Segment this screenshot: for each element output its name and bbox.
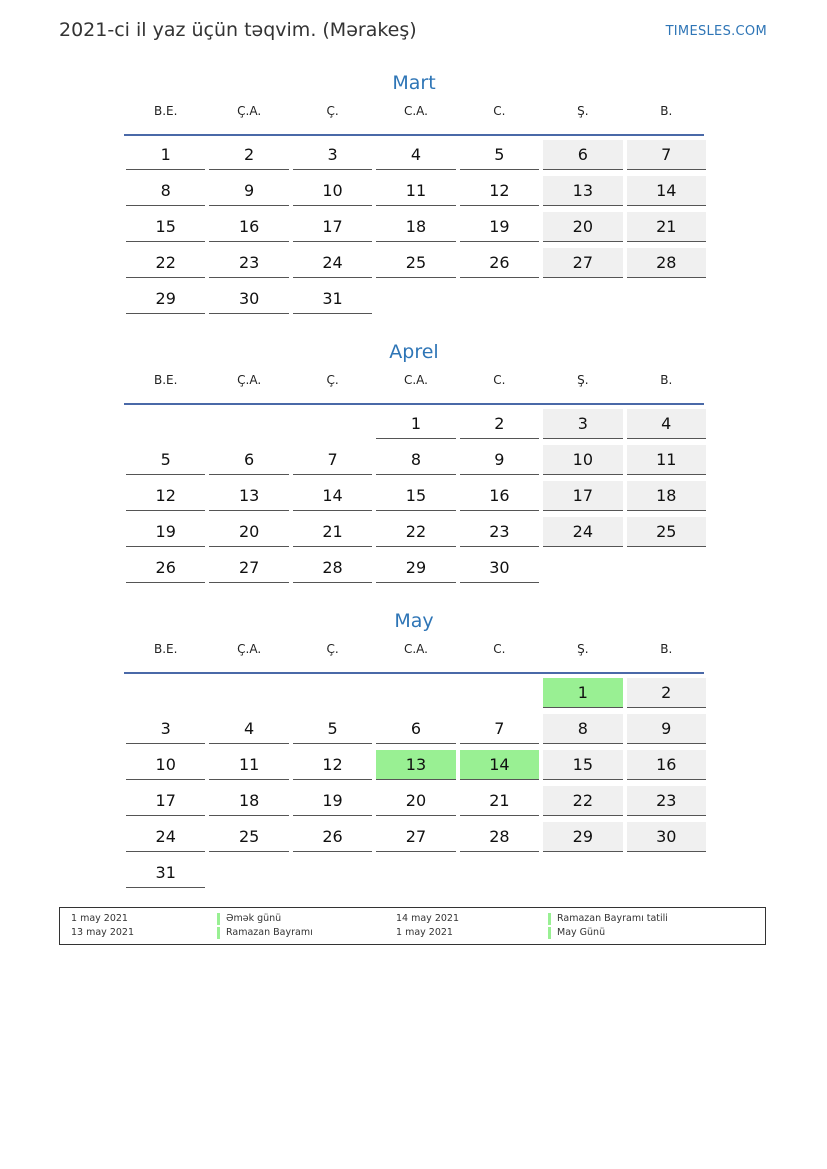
empty-cell [209,409,288,439]
day-cell: 1 [376,409,455,439]
day-cell: 17 [293,212,372,242]
day-cell: 24 [293,248,372,278]
month-title: Mart [392,72,436,94]
month-title: May [394,610,434,632]
weekday-label: C.A. [403,642,428,656]
day-cell-weekend: 18 [627,481,706,511]
day-cell: 30 [209,284,288,314]
legend-holiday-name: Ramazan Bayramı [217,927,313,939]
weekday-header [124,98,704,136]
empty-cell [293,409,372,439]
day-cell: 23 [209,248,288,278]
weekday-label: Ş. [577,373,589,387]
empty-cell [293,678,372,708]
legend-date: 14 may 2021 [396,913,460,924]
day-cell: 20 [376,786,455,816]
day-cell: 27 [209,553,288,583]
weekday-label: C. [493,104,506,118]
day-cell-holiday: 13 [376,750,455,780]
month-title: Aprel [389,341,439,363]
day-cell: 25 [209,822,288,852]
day-cell: 6 [376,714,455,744]
day-cell-weekend: 16 [627,750,706,780]
weekday-header [124,367,704,405]
weekday-label: Ş. [577,104,589,118]
day-cell-weekend: 8 [543,714,622,744]
empty-cell [209,678,288,708]
day-cell: 12 [460,176,539,206]
weekday-label: Ş. [577,642,589,656]
day-cell-weekend: 30 [627,822,706,852]
legend-holiday-name: Əmək günü [217,913,281,925]
day-cell-weekend: 7 [627,140,706,170]
day-cell-weekend: 9 [627,714,706,744]
day-cell: 23 [460,517,539,547]
day-cell-weekend: 21 [627,212,706,242]
day-cell-weekend: 22 [543,786,622,816]
day-cell: 22 [376,517,455,547]
day-cell: 8 [126,176,205,206]
legend-date: 13 may 2021 [71,927,135,938]
day-cell: 24 [126,822,205,852]
weekday-label: Ç. [326,104,339,118]
day-cell: 9 [460,445,539,475]
weekday-label: C.A. [403,104,428,118]
day-cell: 13 [209,481,288,511]
day-cell-weekend: 13 [543,176,622,206]
weekday-label: C. [493,373,506,387]
day-cell: 2 [209,140,288,170]
brand-link[interactable]: TIMESLES.COM [665,24,767,39]
day-cell: 22 [126,248,205,278]
day-cell: 9 [209,176,288,206]
day-cell-weekend: 6 [543,140,622,170]
day-cell: 5 [460,140,539,170]
day-cell: 12 [126,481,205,511]
day-cell: 21 [293,517,372,547]
day-cell: 10 [293,176,372,206]
weekday-label: Ç. [326,373,339,387]
day-cell: 26 [460,248,539,278]
day-cell: 26 [293,822,372,852]
day-cell-weekend: 25 [627,517,706,547]
day-cell: 18 [209,786,288,816]
day-cell: 19 [126,517,205,547]
day-cell: 11 [209,750,288,780]
day-cell-weekend: 27 [543,248,622,278]
day-cell: 16 [209,212,288,242]
day-cell: 25 [376,248,455,278]
day-cell: 26 [126,553,205,583]
empty-cell [126,678,205,708]
day-cell-weekend: 28 [627,248,706,278]
day-cell: 19 [293,786,372,816]
legend-date: 1 may 2021 [396,927,453,938]
weekday-label: Ç.A. [237,373,262,387]
page-title: 2021-ci il yaz üçün təqvim. (Mərakeş) [59,19,417,41]
day-cell-weekend: 4 [627,409,706,439]
weekday-label: B.E. [153,104,178,118]
day-cell: 10 [126,750,205,780]
month-april [122,337,706,589]
day-cell: 17 [126,786,205,816]
day-cell-weekend: 3 [543,409,622,439]
day-cell-weekend: 2 [627,678,706,708]
day-cell: 3 [293,140,372,170]
day-cell: 27 [376,822,455,852]
day-cell: 31 [126,858,205,888]
day-cell: 30 [460,553,539,583]
day-cell-weekend: 29 [543,822,622,852]
legend-holiday-name: May Günü [548,927,605,939]
day-cell: 11 [376,176,455,206]
day-cell-weekend: 17 [543,481,622,511]
day-cell: 31 [293,284,372,314]
weekday-header [124,636,704,674]
weekday-label: B. [660,373,673,387]
day-cell: 8 [376,445,455,475]
day-cell: 7 [293,445,372,475]
day-cell: 16 [460,481,539,511]
empty-cell [376,678,455,708]
day-cell: 28 [460,822,539,852]
day-grid [124,678,704,894]
day-cell: 15 [126,212,205,242]
holiday-legend [59,907,766,945]
month-march [122,68,706,320]
day-cell: 1 [126,140,205,170]
weekday-label: B.E. [153,373,178,387]
day-cell-weekend: 11 [627,445,706,475]
weekday-label: C. [493,642,506,656]
day-cell-weekend: 14 [627,176,706,206]
day-cell: 2 [460,409,539,439]
day-cell-weekend: 15 [543,750,622,780]
weekday-label: C.A. [403,373,428,387]
day-cell: 6 [209,445,288,475]
day-cell: 4 [209,714,288,744]
day-grid [124,140,704,320]
day-cell: 4 [376,140,455,170]
day-cell: 29 [126,284,205,314]
day-cell: 29 [376,553,455,583]
day-cell-holiday: 1 [543,678,622,708]
weekday-label: B. [660,104,673,118]
day-grid [124,409,704,589]
day-cell: 3 [126,714,205,744]
day-cell: 5 [126,445,205,475]
empty-cell [126,409,205,439]
day-cell: 18 [376,212,455,242]
month-may [122,606,706,894]
day-cell: 12 [293,750,372,780]
day-cell: 15 [376,481,455,511]
day-cell-weekend: 10 [543,445,622,475]
day-cell: 21 [460,786,539,816]
legend-date: 1 may 2021 [71,913,128,924]
weekday-label: B.E. [153,642,178,656]
weekday-label: Ç. [326,642,339,656]
day-cell: 28 [293,553,372,583]
day-cell: 20 [209,517,288,547]
day-cell: 19 [460,212,539,242]
day-cell-weekend: 23 [627,786,706,816]
day-cell: 5 [293,714,372,744]
empty-cell [460,678,539,708]
legend-holiday-name: Ramazan Bayramı tatili [548,913,668,925]
day-cell-weekend: 20 [543,212,622,242]
day-cell: 7 [460,714,539,744]
day-cell-weekend: 24 [543,517,622,547]
weekday-label: Ç.A. [237,104,262,118]
weekday-label: B. [660,642,673,656]
day-cell-holiday: 14 [460,750,539,780]
day-cell: 14 [293,481,372,511]
weekday-label: Ç.A. [237,642,262,656]
